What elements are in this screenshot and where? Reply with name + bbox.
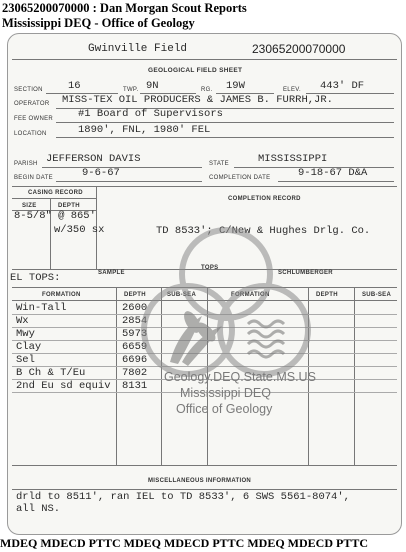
casing-record-label: CASING RECORD <box>28 190 83 196</box>
misc-line-1: drld to 8511', ran IEL to TD 8533', 6 SWS 5561-8074', <box>16 491 350 503</box>
twp-value: 9N <box>146 80 159 92</box>
depth-cell: 7802 <box>122 367 148 379</box>
fee-owner-label: FEE OWNER <box>14 116 54 122</box>
operator-value: MISS-TEX OIL PRODUCERS & JAMES B. FURRH,JR. <box>62 94 333 106</box>
watermark-agency: Mississippi DEQ <box>180 386 271 400</box>
operator-label: OPERATOR <box>14 101 50 107</box>
report-title: 23065200070000 : Dan Morgan Scout Reports <box>2 1 247 15</box>
formation-cell: 2nd Eu sd equiv <box>16 380 111 392</box>
completion-record-label: COMPLETION RECORD <box>228 196 301 202</box>
fee-owner-value: #1 Board of Supervisors <box>78 108 223 120</box>
formation-cell: Wx <box>16 315 29 327</box>
state-value: MISSISSIPPI <box>258 153 328 165</box>
casing-depth-label: DEPTH <box>58 203 80 209</box>
divider <box>12 59 397 60</box>
depth-cell: 6696 <box>122 354 148 366</box>
depth-cell: 8131 <box>122 380 148 392</box>
depth-cell: 6659 <box>122 341 148 353</box>
location-value: 1890', FNL, 1980' FEL <box>78 124 211 136</box>
footer-strip: MDEQ MDECD PTTC MDEQ MDECD PTTC MDEQ MDECD PTTC <box>0 536 368 550</box>
completion-record-text: TD 8533'; C/New & Hughes Drlg. Co. <box>156 225 371 237</box>
completion-date-value: 9-18-67 D&A <box>298 167 368 179</box>
misc-info-label: MISCELLANEOUS INFORMATION <box>148 478 252 484</box>
formation-col-header: FORMATION <box>42 292 81 298</box>
depth-cell: 2600 <box>122 302 148 314</box>
tops-label: TOPS <box>201 265 219 271</box>
sample-label: SAMPLE <box>98 270 125 276</box>
scout-card <box>7 33 402 535</box>
state-label: STATE <box>209 161 229 167</box>
formation-col-header-2: FORMATION <box>231 292 270 298</box>
twp-label: TWP. <box>123 87 139 93</box>
subsea-col-header-2: SUB-SEA <box>362 292 392 298</box>
report-subtitle: Mississippi DEQ - Office of Geology <box>2 16 195 30</box>
depth-cell: 5973 <box>122 328 148 340</box>
casing-line-1: 8-5/8" @ 865' <box>14 210 96 222</box>
elev-label: ELEV. <box>283 87 301 93</box>
el-tops-label: EL TOPS: <box>10 272 61 284</box>
field-name: Gwinville Field <box>88 43 188 55</box>
depth-cell: 2854 <box>122 315 148 327</box>
api-number: 23065200070000 <box>252 42 346 56</box>
rg-value: 19W <box>226 80 245 92</box>
parish-label: PARISH <box>14 161 38 167</box>
formation-cell: Mwy <box>16 328 35 340</box>
formation-cell: Win-Tall <box>16 302 67 314</box>
casing-line-2: w/350 sx <box>54 224 105 236</box>
casing-size-label: SIZE <box>22 203 37 209</box>
location-label: LOCATION <box>14 131 47 137</box>
begin-date-value: 9-6-67 <box>82 167 120 179</box>
watermark-site: Geology.DEQ.State.MS.US <box>164 370 316 384</box>
completion-date-label: COMPLETION DATE <box>209 175 271 181</box>
parish-value: JEFFERSON DAVIS <box>46 153 141 165</box>
watermark-office: Office of Geology <box>176 402 273 416</box>
formation-cell: B Ch & T/Eu <box>16 367 86 379</box>
section-value: 16 <box>68 80 81 92</box>
begin-date-label: BEGIN DATE <box>14 175 53 181</box>
misc-line-2: all NS. <box>16 503 61 515</box>
schlumberger-label: SCHLUMBERGER <box>278 270 333 276</box>
rg-label: RG. <box>201 87 213 93</box>
elev-value: 443' DF <box>320 80 365 92</box>
section-label: SECTION <box>14 87 43 93</box>
formation-cell: Sel <box>16 354 35 366</box>
sheet-title: GEOLOGICAL FIELD SHEET <box>148 67 243 74</box>
subsea-col-header: SUB-SEA <box>167 292 197 298</box>
formation-cell: Clay <box>16 341 42 353</box>
depth-col-header-2: DEPTH <box>316 292 338 298</box>
depth-col-header: DEPTH <box>124 292 146 298</box>
